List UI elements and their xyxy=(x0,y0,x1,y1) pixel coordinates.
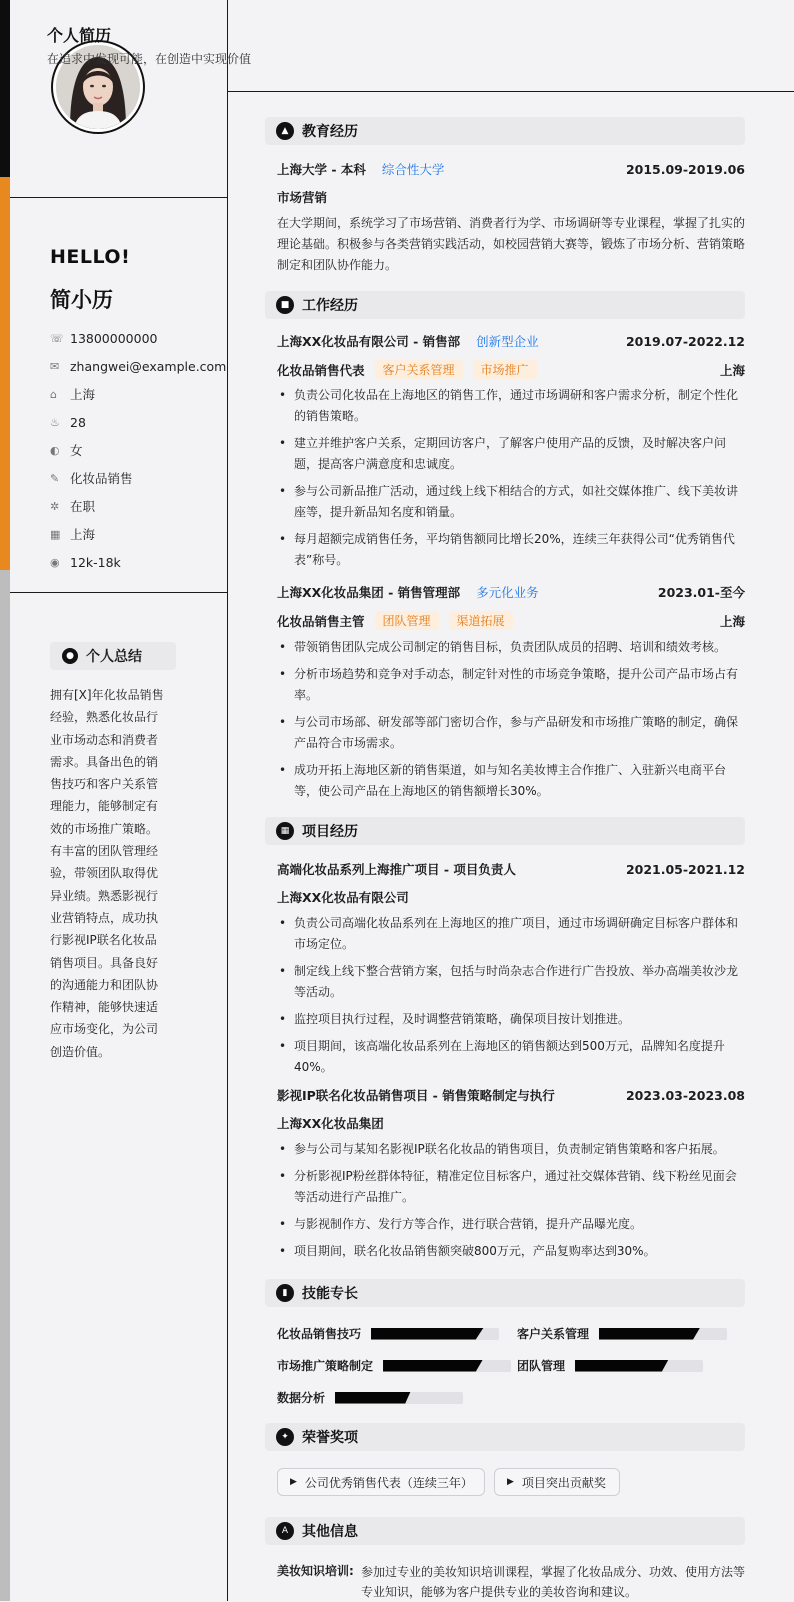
summary-heading: ● 个人总结 xyxy=(50,642,176,670)
skill-name: 客户关系管理 xyxy=(517,1327,590,1341)
skill-item xyxy=(277,1325,499,1342)
sidebar-rule-top xyxy=(10,197,227,198)
major: 市场营销 xyxy=(277,190,328,205)
honor-item: ▶ 项目突出贡献奖 xyxy=(494,1468,620,1496)
project-1-bullets xyxy=(277,913,745,1084)
job-1-row xyxy=(277,332,745,350)
job-2-row xyxy=(277,583,745,601)
cake-icon: ♨ xyxy=(50,415,60,429)
phone-icon: ☏ xyxy=(50,331,64,345)
section-work: ■ 工作经历 xyxy=(265,291,745,319)
list-item: • 每月超额完成销售任务，平均销售额同比增长20%，连续三年获得公司“优秀销售代表”称号。 xyxy=(277,529,745,571)
section-other: A 其他信息 xyxy=(265,1517,745,1545)
list-item: • 负责公司高端化妆品系列在上海地区的推广项目，通过市场调研确定目标客户群体和市场定位。 xyxy=(277,913,745,955)
section-skills: ▮ 技能专长 xyxy=(265,1279,745,1307)
skill-bar xyxy=(383,1360,511,1372)
info-age: ♨ 28 xyxy=(50,414,86,430)
job-2-skill-tag: 团队管理 xyxy=(375,611,439,630)
skill-item xyxy=(277,1389,463,1406)
list-item: • 带领销售团队完成公司制定的销售目标，负责团队成员的招聘、培训和绩效考核。 xyxy=(277,637,745,658)
candidate-name: 简小历 xyxy=(50,288,113,312)
skill-item xyxy=(517,1325,727,1342)
skill-bar-fill xyxy=(383,1360,483,1372)
section-projects: ▦ 项目经历 xyxy=(265,817,745,845)
info-gender: ◐ 女 xyxy=(50,443,83,458)
job-2-tag: 多元化业务 xyxy=(476,585,539,600)
info-status: ✲ 在职 xyxy=(50,499,96,514)
job-2-skill-tag: 渠道拓展 xyxy=(449,611,513,630)
project-2-period: 2023.03-2023.08 xyxy=(625,1087,745,1103)
list-item: • 参与公司与某知名影视IP联名化妆品的销售项目，负责制定销售策略和客户拓展。 xyxy=(277,1139,745,1160)
graduation-cap-icon: ▲ xyxy=(276,122,294,140)
info-location: ⌂ 上海 xyxy=(50,387,96,402)
project-1-row xyxy=(277,860,745,878)
user-icon: ● xyxy=(62,648,78,664)
info-phone: ☏ 13800000000 xyxy=(50,330,158,346)
education-desc: 在大学期间，系统学习了市场营销、消费者行为学、市场调研等专业课程，掌握了扎实的理论基础。积极参与各类营销实践活动，如校园营销大赛等，锻炼了市场分析、营销策略制定和团队协作能力。 xyxy=(277,216,746,272)
bar-chart-icon: ▮ xyxy=(276,1284,294,1302)
sidebar-rule-bottom xyxy=(10,592,227,593)
project-2-row xyxy=(277,1086,745,1104)
pen-icon: ✎ xyxy=(50,471,60,485)
job-1-role-row xyxy=(277,360,745,379)
list-item: • 成功开拓上海地区新的销售渠道，如与知名美妆博主合作推广、入驻新兴电商平台等，使公司产品在上海地区的销售额增长30%。 xyxy=(277,760,745,802)
triangle-icon: ▶ xyxy=(507,1477,514,1487)
list-item: • 与公司市场部、研发部等部门密切合作，参与产品研发和市场推广策略的制定，确保产品符合市场需求。 xyxy=(277,712,745,754)
project-1-period: 2021.05-2021.12 xyxy=(625,861,745,877)
list-item: • 负责公司化妆品在上海地区的销售工作，通过市场调研和客户需求分析，制定个性化的销售策略。 xyxy=(277,385,745,427)
project-1-org-row xyxy=(277,888,745,906)
page-subtitle: 在追求中发现可能，在创造中实现价值 xyxy=(47,52,252,66)
building-icon: ▦ xyxy=(50,527,61,541)
education-row xyxy=(277,160,745,178)
info-work-city: ▦ 上海 xyxy=(50,527,96,542)
project-2-org-row xyxy=(277,1114,745,1132)
info-position: ✎ 化妆品销售 xyxy=(50,471,133,486)
education-period: 2015.09-2019.06 xyxy=(625,161,745,177)
major-row xyxy=(277,188,745,206)
job-1-bullets xyxy=(277,385,745,577)
list-item: • 项目期间，联名化妆品销售额突破800万元，产品复购率达到30%。 xyxy=(277,1241,745,1262)
skill-bar-fill xyxy=(575,1360,668,1372)
contact-info-list xyxy=(50,324,226,576)
list-item: • 参与公司新品推广活动，通过线上线下相结合的方式，如社交媒体推广、线下美妆讲座等，提升新品知名度和销量。 xyxy=(277,481,745,523)
grid-icon: ▦ xyxy=(276,822,294,840)
list-item: • 监控项目执行过程，及时调整营销策略，确保项目按计划推进。 xyxy=(277,1009,745,1030)
project-2-org: 上海XX化妆品集团 xyxy=(277,1116,384,1131)
school-name: 上海大学 - 本科 xyxy=(277,162,366,177)
skill-name: 化妆品销售技巧 xyxy=(277,1327,362,1341)
section-honors: ✦ 荣誉奖项 xyxy=(265,1423,745,1451)
skill-bar-fill xyxy=(335,1392,411,1404)
mail-icon: ✉ xyxy=(50,359,60,373)
skill-bar-fill xyxy=(599,1328,700,1340)
info-icon: A xyxy=(276,1522,294,1540)
job-2-company: 上海XX化妆品集团 - 销售管理部 xyxy=(277,585,461,600)
info-salary: ◉ 12k-18k xyxy=(50,554,121,570)
skill-bar xyxy=(599,1328,727,1340)
job-2-period: 2023.01-至今 xyxy=(657,585,745,600)
other-label: 美妆知识培训: xyxy=(277,1564,354,1578)
home-icon: ⌂ xyxy=(50,387,57,401)
job-1-role: 化妆品销售代表 xyxy=(277,362,365,378)
job-1-company: 上海XX化妆品有限公司 - 销售部 xyxy=(277,334,461,349)
list-item: • 项目期间，该高端化妆品系列在上海地区的销售额达到500万元，品牌知名度提升40%。 xyxy=(277,1036,745,1078)
job-2-role-row xyxy=(277,611,745,630)
medal-icon: ✦ xyxy=(276,1428,294,1446)
skill-name: 数据分析 xyxy=(277,1391,326,1405)
job-1-period: 2019.07-2022.12 xyxy=(625,333,745,349)
list-item: • 分析影视IP粉丝群体特征，精准定位目标客户，通过社交媒体营销、线下粉丝见面会等活动进行产品推广。 xyxy=(277,1166,745,1208)
project-1-org: 上海XX化妆品有限公司 xyxy=(277,890,409,905)
stripe-grey xyxy=(0,570,10,1601)
job-2-city: 上海 xyxy=(719,613,745,629)
list-item: • 分析市场趋势和竞争对手动态，制定针对性的市场竞争策略，提升公司产品市场占有率。 xyxy=(277,664,745,706)
status-icon: ✲ xyxy=(50,499,60,513)
info-email: ✉ zhangwei@example.com xyxy=(50,358,227,374)
skill-bar-fill xyxy=(371,1328,484,1340)
skill-item xyxy=(517,1357,703,1374)
briefcase-icon: ■ xyxy=(276,296,294,314)
job-1-tag: 创新型企业 xyxy=(476,334,539,349)
other-text: 参加过专业的美妆知识培训课程，掌握了化妆品成分、功效、使用方法等专业知识，能够为客户提供专业的美妆咨询和建议。 xyxy=(361,1565,746,1599)
project-2-name: 影视IP联名化妆品销售项目 - 销售策略制定与执行 xyxy=(277,1088,555,1103)
skill-bar xyxy=(335,1392,463,1404)
skill-name: 团队管理 xyxy=(517,1359,566,1373)
triangle-icon: ▶ xyxy=(290,1477,297,1487)
page-title: 个人简历 xyxy=(47,26,112,45)
job-1-skill-tag: 客户关系管理 xyxy=(375,360,463,379)
stripe-orange xyxy=(0,177,10,570)
project-1-name: 高端化妆品系列上海推广项目 - 项目负责人 xyxy=(277,862,516,877)
list-item: • 制定线上线下整合营销方案，包括与时尚杂志合作进行广告投放、举办高端美妆沙龙等活动。 xyxy=(277,961,745,1003)
job-2-role: 化妆品销售主管 xyxy=(277,613,365,629)
skill-name: 市场推广策略制定 xyxy=(277,1359,374,1373)
list-item: • 与影视制作方、发行方等合作，进行联合营销，提升产品曝光度。 xyxy=(277,1214,745,1235)
school-tag: 综合性大学 xyxy=(381,162,445,177)
skill-bar xyxy=(371,1328,499,1340)
job-1-skill-tag: 市场推广 xyxy=(473,360,537,379)
sidebar-divider xyxy=(227,0,228,1601)
project-2-bullets xyxy=(277,1139,745,1268)
skill-item xyxy=(277,1357,511,1374)
gender-icon: ◐ xyxy=(50,443,60,457)
skill-bar xyxy=(575,1360,703,1372)
stripe-black xyxy=(0,0,10,177)
job-1-city: 上海 xyxy=(719,362,745,378)
job-2-bullets xyxy=(277,637,745,808)
section-education: ▲ 教育经历 xyxy=(265,117,745,145)
list-item: • 建立并维护客户关系，定期回访客户，了解客户使用产品的反馈，及时解决客户问题，提高客户满意度和忠诚度。 xyxy=(277,433,745,475)
summary-text: 拥有[X]年化妆品销售经验，熟悉化妆品行业市场动态和消费者需求。具备出色的销售技巧和客户关系管理能力，能够制定有效的市场推广策略。有丰富的团队管理经验，带领团队取得优异业绩。熟悉影视行业营销特点，成功执行影视IP联名化妆品销售项目。具备良好的沟通能力和团队协作精神，能够快速适应市场变化，为公司创造价值。 xyxy=(50,688,164,1059)
honor-item: ▶ 公司优秀销售代表（连续三年） xyxy=(277,1468,485,1496)
greeting: HELLO! xyxy=(50,246,131,268)
salary-icon: ◉ xyxy=(50,555,60,569)
header-rule xyxy=(228,91,794,92)
